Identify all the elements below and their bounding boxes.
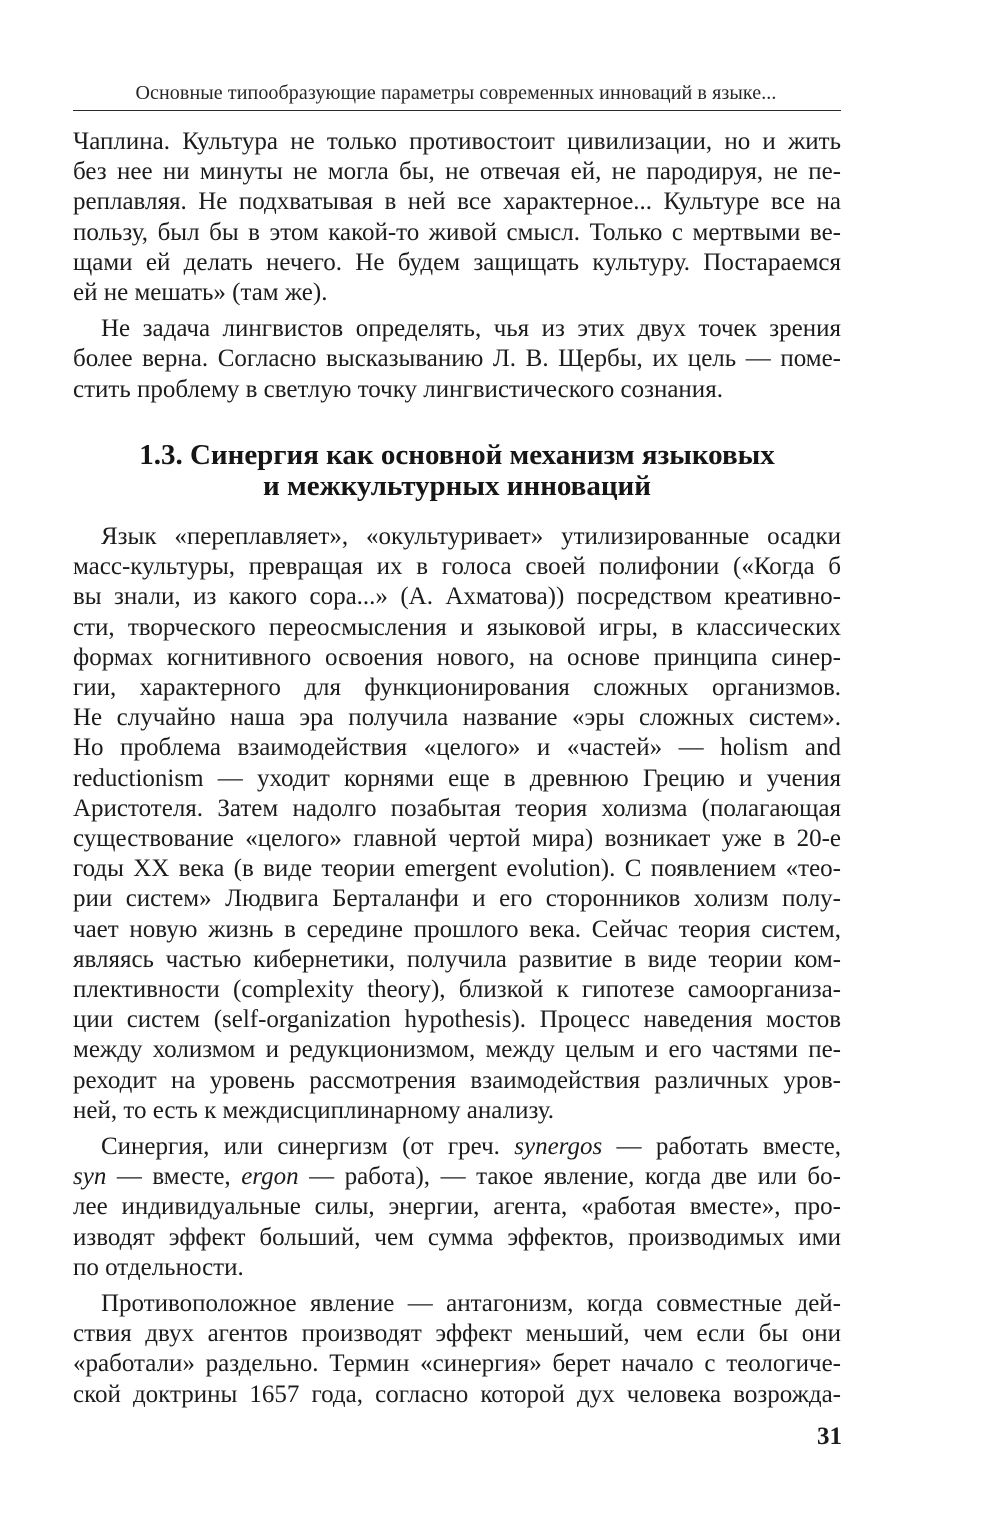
text-line: стить проблему в светлую точку лингвистического сознания. (73, 375, 723, 403)
section-heading (73, 440, 841, 502)
text-line: плективности (complexity theory), близкой к гипотезе самоорганиза- (73, 976, 841, 1004)
text-line: ствия двух агентов производят эффект меньший, чем если бы они (73, 1320, 841, 1348)
text-line: Язык «переплавляет», «окультуривает» утилизированные осадки (101, 523, 841, 550)
text-line: годы XX века (в виде теории emergent evolution). С появлением «тео- (73, 855, 841, 883)
text-line: лее индивидуальные силы, энергии, агента, «работая вместе», про- (73, 1193, 841, 1221)
text-line: реходит на уровень рассмотрения взаимодействия различных уров- (73, 1066, 841, 1094)
top-text (73, 127, 841, 405)
text-line: Чаплина. Культура не только противостоит цивилизации, но и жить (73, 128, 841, 155)
text-line: масс-культуры, превращая их в голоса своей полифонии («Когда б (73, 553, 841, 581)
term-ergon: ergon (241, 1163, 299, 1191)
main-text (73, 522, 841, 1410)
text-line: ей не мешать» (там же). (73, 279, 328, 307)
term-synergos: synergos (514, 1133, 603, 1161)
text-line: reductionism — уходит корнями еще в древнюю Грецию и учения (73, 764, 841, 792)
text-line (73, 1162, 841, 1192)
text-line: щами ей делать нечего. Не будем защищать культуру. Постараемся (73, 248, 841, 276)
text-line: изводят эффект больший, чем сумма эффектов, производимых ими (73, 1223, 841, 1251)
text-fragment: — работа), — такое явление, когда две или бо- (298, 1163, 841, 1191)
text-line: по отдельности. (73, 1253, 244, 1281)
text-line: Не случайно наша эра получила название «эры сложных систем». (73, 704, 841, 732)
text-line: являясь частью кибернетики, получила развитие в виде теории ком- (73, 945, 841, 973)
text-fragment: — работать вместе, (602, 1133, 841, 1161)
text-line: чает новую жизнь в середине прошлого века. Сейчас теория систем, (73, 915, 841, 943)
text-line: «работали» раздельно. Термин «синергия» берет начало с теологиче- (73, 1350, 841, 1378)
text-line: существование «целого» главной чертой мира) возникает уже в 20-е (73, 825, 841, 853)
page-number: 31 (817, 1423, 842, 1450)
text-line: без нее ни минуты не могла бы, не отвечая ей, не пародируя, не пе- (73, 158, 841, 186)
text-line (73, 1132, 841, 1162)
text-line: ции систем (self-organization hypothesis). Процесс наведения мостов (73, 1006, 841, 1034)
text-line: Аристотеля. Затем надолго позабытая теория холизма (полагающая (73, 794, 841, 822)
text-line: сти, творческого переосмысления и языковой игры, в классических (73, 613, 841, 641)
text-line: ней, то есть к междисциплинарному анализу. (73, 1096, 555, 1124)
text-line: реплавляя. Не подхватывая в ней все характерное... Культуре все на (73, 188, 841, 216)
text-line: формах когнитивного освоения нового, на основе принципа синер- (73, 643, 841, 671)
text-line: ской доктрины 1657 года, согласно которой дух человека возрожда- (73, 1380, 841, 1408)
text-line: гии, характерного для функционирования сложных организмов. (73, 674, 841, 702)
section-heading-line: и межкультурных инноваций (263, 470, 651, 502)
text-line: Но проблема взаимодействия «целого» и «частей» — holism and (73, 734, 841, 762)
text-line: более верна. Согласно высказыванию Л. В. Щербы, их цель — поме- (73, 345, 841, 373)
text-line: вы знали, из какого сора...» (А. Ахматова)) посредством креативно- (73, 583, 841, 611)
text-fragment: Синергия, или синергизм (от греч. (101, 1133, 515, 1161)
text-line: пользу, был бы в этом какой-то живой смысл. Только с мертвыми ве- (73, 218, 841, 246)
text-line: Не задача лингвистов определять, чья из этих двух точек зрения (101, 315, 841, 343)
header-rule (73, 110, 841, 111)
running-head: Основные типообразующие параметры современных инноваций в языке... (135, 82, 777, 104)
section-heading-line: 1.3. Синергия как основной механизм языковых (139, 439, 775, 471)
term-syn: syn (73, 1163, 107, 1191)
text-line: Противоположное явление — антагонизм, когда совместные дей- (101, 1290, 841, 1318)
text-line: между холизмом и редукционизмом, между целым и его частями пе- (73, 1036, 841, 1064)
text-line: рии систем» Людвига Берталанфи и его сторонников холизм полу- (73, 885, 841, 913)
text-fragment: — вместе, (106, 1163, 242, 1191)
